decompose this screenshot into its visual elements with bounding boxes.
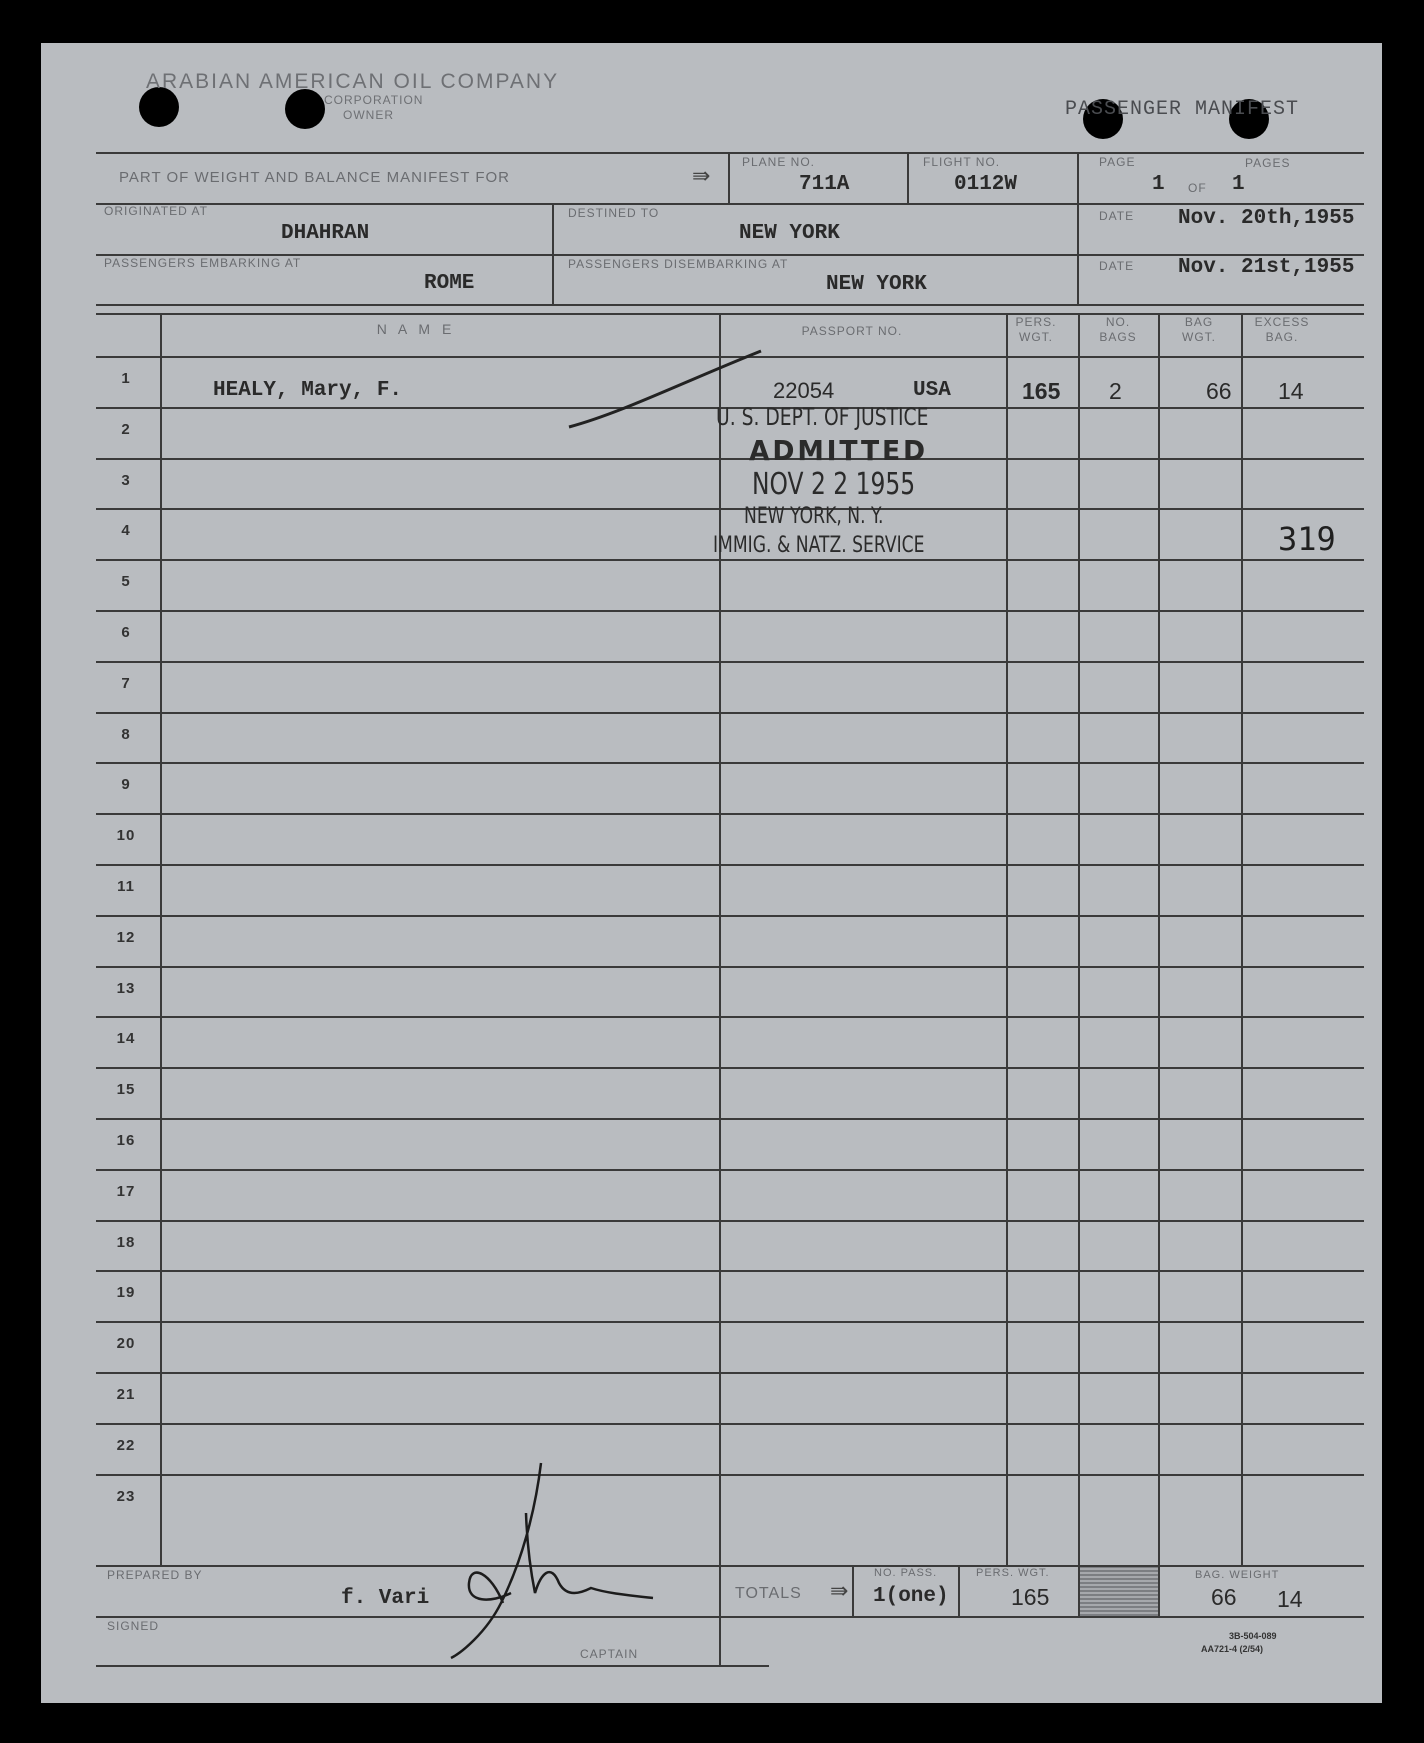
destined-value: NEW YORK — [739, 222, 840, 245]
row-number: 9 — [121, 776, 131, 793]
prepared-by-label: PREPARED BY — [107, 1568, 203, 1582]
row-number: 23 — [116, 1488, 136, 1505]
row-number: 2 — [121, 421, 131, 438]
excess-total-value: 14 — [1277, 1586, 1303, 1612]
originated-value: DHAHRAN — [281, 222, 370, 245]
row-number: 16 — [116, 1132, 136, 1149]
company-owner: OWNER — [343, 108, 394, 122]
col-no-bags-line1: NO. — [1105, 315, 1131, 329]
punch-hole — [285, 89, 325, 129]
plane-no-label: PLANE NO. — [742, 155, 816, 169]
page-label: PAGE — [1099, 155, 1136, 169]
page-number: 1 — [1152, 173, 1165, 196]
embarking-value: ROME — [424, 272, 475, 295]
row-number: 13 — [116, 980, 136, 997]
arrow-icon: ⇛ — [692, 163, 711, 188]
passenger-passport: 22054 — [773, 378, 835, 403]
row-number: 15 — [116, 1081, 136, 1098]
col-pers-wgt-line2: WGT. — [1019, 330, 1053, 344]
prepared-by-value: f. Vari — [341, 1587, 430, 1610]
captain-label: CAPTAIN — [580, 1647, 639, 1661]
row-number: 5 — [121, 573, 131, 590]
form-number-2: AA721-4 (2/54) — [1201, 1644, 1264, 1654]
row-number: 18 — [116, 1234, 136, 1251]
row-number: 20 — [116, 1335, 136, 1352]
stamp-city: NEW YORK, N. Y. — [744, 504, 884, 529]
row-divider — [96, 1474, 1364, 1476]
stamp-service: IMMIG. & NATZ. SERVICE — [713, 533, 925, 558]
col-pers-wgt-header — [1003, 315, 1069, 345]
row-divider — [96, 813, 1364, 815]
row-divider — [96, 1118, 1364, 1120]
row-divider — [96, 1169, 1364, 1171]
row-divider — [96, 712, 1364, 714]
col-bag-wgt-line2: WGT. — [1182, 330, 1216, 344]
row-divider — [96, 508, 1364, 510]
passenger-no-bags: 2 — [1109, 378, 1122, 404]
row-number: 12 — [116, 929, 136, 946]
date-label-2: DATE — [1099, 259, 1135, 273]
passenger-excess: 14 — [1278, 378, 1304, 404]
row-divider — [96, 1270, 1364, 1272]
passenger-name: HEALY, Mary, F. — [213, 379, 403, 402]
pages-number: 1 — [1232, 173, 1245, 196]
totals-shaded-cell — [1080, 1567, 1158, 1616]
form-number-1: 3B-504-089 — [1229, 1631, 1277, 1641]
col-pers-wgt-line1: PERS. — [1015, 315, 1057, 329]
row-divider — [96, 1423, 1364, 1425]
row-divider — [96, 1372, 1364, 1374]
row-divider — [96, 559, 1364, 561]
stamped-number: 319 — [1278, 520, 1336, 558]
embarking-label: PASSENGERS EMBARKING AT — [104, 256, 302, 270]
row-divider — [96, 864, 1364, 866]
date-value-2: Nov. 21st,1955 — [1178, 256, 1355, 279]
row-divider — [96, 1016, 1364, 1018]
passenger-nationality: USA — [913, 379, 951, 402]
row-number: 1 — [121, 370, 131, 387]
row-divider — [96, 1321, 1364, 1323]
col-bag-wgt-header — [1159, 315, 1239, 345]
row-divider — [96, 661, 1364, 663]
bag-weight-label: BAG. WEIGHT — [1195, 1569, 1280, 1581]
row-number: 14 — [116, 1030, 136, 1047]
date-value-1: Nov. 20th,1955 — [1178, 207, 1355, 230]
originated-label: ORIGINATED AT — [104, 204, 208, 218]
row-number: 7 — [121, 675, 131, 692]
col-excess-header — [1241, 315, 1323, 345]
col-passport-header: PASSPORT NO. — [801, 324, 903, 338]
row-divider — [96, 458, 1364, 460]
passenger-pers-wgt: 165 — [1022, 378, 1061, 404]
row-divider — [96, 610, 1364, 612]
row-number: 6 — [121, 624, 131, 641]
form-title: PASSENGER MANIFEST — [1065, 98, 1300, 121]
disembarking-label: PASSENGERS DISEMBARKING AT — [568, 257, 789, 271]
col-name-header: N A M E — [376, 321, 456, 337]
row-number: 22 — [116, 1437, 136, 1454]
row-divider — [96, 915, 1364, 917]
col-excess-line2: BAG. — [1265, 330, 1299, 344]
stamp-line-1: U. S. DEPT. OF JUSTICE — [716, 403, 929, 431]
manifest-page — [41, 43, 1382, 1703]
col-no-bags-line2: BAGS — [1099, 330, 1137, 344]
row-divider — [96, 966, 1364, 968]
part-of-label: PART OF WEIGHT AND BALANCE MANIFEST FOR — [119, 169, 511, 186]
row-divider — [96, 1220, 1364, 1222]
totals-label: TOTALS — [735, 1585, 802, 1602]
totals-arrow-icon: ⇛ — [830, 1578, 849, 1603]
plane-no: 711A — [799, 173, 850, 196]
stamp-date: NOV 2 2 1955 — [752, 467, 916, 502]
row-number: 19 — [116, 1284, 136, 1301]
row-number: 3 — [121, 472, 131, 489]
captain-signature — [431, 1453, 671, 1673]
signed-label: SIGNED — [107, 1619, 160, 1633]
row-divider — [96, 1067, 1364, 1069]
row-number: 21 — [116, 1386, 136, 1403]
flight-no-label: FLIGHT NO. — [923, 155, 1001, 169]
row-number: 4 — [121, 522, 131, 539]
col-excess-line1: EXCESS — [1254, 315, 1310, 329]
no-pass-label: NO. PASS. — [874, 1567, 938, 1579]
col-bag-wgt-line1: BAG — [1184, 315, 1214, 329]
date-label-1: DATE — [1099, 209, 1135, 223]
passenger-bag-wgt: 66 — [1206, 378, 1232, 404]
col-no-bags-header — [1079, 315, 1157, 345]
pers-wgt-total-value: 165 — [1011, 1584, 1050, 1610]
row-number: 10 — [116, 827, 136, 844]
no-pass-value: 1(one) — [873, 1585, 949, 1608]
stamp-admitted: ADMITTED — [749, 434, 928, 467]
row-number: 8 — [121, 726, 131, 743]
company-name: ARABIAN AMERICAN OIL COMPANY — [146, 70, 560, 93]
of-label: OF — [1188, 181, 1207, 195]
bag-weight-total-value: 66 — [1211, 1584, 1237, 1610]
row-divider — [96, 762, 1364, 764]
destined-label: DESTINED TO — [568, 206, 660, 220]
row-number: 11 — [117, 878, 135, 895]
company-corporation: CORPORATION — [324, 93, 424, 107]
disembarking-value: NEW YORK — [826, 273, 927, 296]
pers-wgt-total-label: PERS. WGT. — [976, 1567, 1050, 1579]
row-number: 17 — [116, 1183, 136, 1200]
pages-label: PAGES — [1245, 156, 1291, 170]
flight-no: 0112W — [954, 173, 1018, 196]
